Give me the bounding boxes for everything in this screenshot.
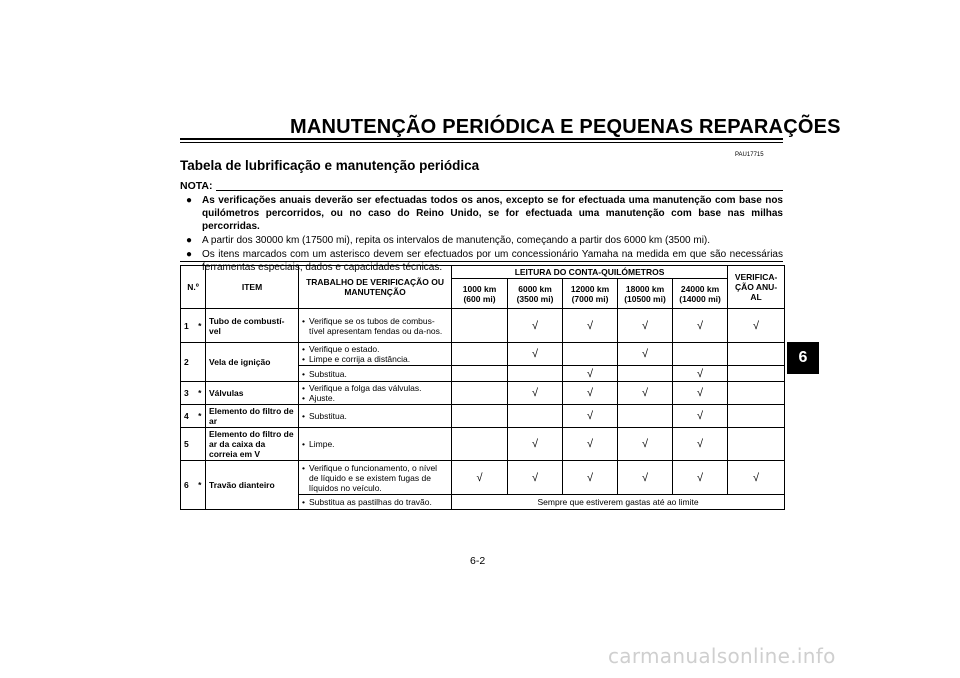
- check-cell: [452, 309, 508, 343]
- item-name: Tubo de combustí-vel: [206, 309, 299, 343]
- item-name: Elemento do filtro de ar: [206, 405, 299, 428]
- check-cell: [728, 428, 785, 461]
- check-cell: √: [618, 309, 673, 343]
- check-cell: [452, 428, 508, 461]
- bullet-icon: •: [302, 344, 305, 354]
- header-interval: 24000 km (14000 mi): [673, 279, 728, 309]
- nota-item: [186, 194, 783, 233]
- work-description: [299, 495, 452, 510]
- chapter-tab: 6: [787, 342, 819, 374]
- bullet-icon: •: [302, 393, 305, 403]
- check-cell: [508, 366, 563, 382]
- item-name: Vela de ignição: [206, 343, 299, 382]
- check-cell: √: [673, 428, 728, 461]
- header-interval: 12000 km (7000 mi): [563, 279, 618, 309]
- item-name: Válvulas: [206, 382, 299, 405]
- item-name: Elemento do filtro de ar da caixa da correia em V: [206, 428, 299, 461]
- work-text: Substitua.: [309, 411, 347, 421]
- bullet-icon: •: [302, 368, 305, 379]
- work-line: [302, 344, 448, 354]
- table-row: [181, 405, 785, 428]
- check-cell: [673, 343, 728, 366]
- check-cell: [452, 366, 508, 382]
- asterisk-mark: *: [195, 309, 206, 343]
- check-cell: √: [563, 428, 618, 461]
- check-cell: [618, 405, 673, 428]
- table-row: [181, 309, 785, 343]
- asterisk-mark: *: [195, 405, 206, 428]
- work-text: Ajuste.: [309, 393, 336, 403]
- maintenance-table: [180, 265, 785, 510]
- asterisk-mark: *: [195, 382, 206, 405]
- check-cell: √: [563, 405, 618, 428]
- nota-label: NOTA:: [180, 180, 213, 192]
- nota-list: [186, 194, 783, 275]
- header-interval: 1000 km (600 mi): [452, 279, 508, 309]
- header-rule: [180, 138, 783, 140]
- work-line: [302, 316, 448, 336]
- check-cell: [728, 405, 785, 428]
- check-cell: √: [563, 461, 618, 495]
- work-line: [302, 411, 448, 421]
- check-cell: √: [673, 405, 728, 428]
- check-cell: [618, 366, 673, 382]
- work-text: Verifique o estado.: [309, 344, 380, 354]
- bullet-icon: •: [302, 497, 305, 507]
- check-cell: √: [673, 382, 728, 405]
- table-row: [181, 461, 785, 495]
- work-line: [302, 369, 448, 379]
- check-cell: √: [563, 382, 618, 405]
- table-row: [181, 382, 785, 405]
- section-title: Tabela de lubrificação e manutenção periódica: [180, 158, 480, 173]
- work-text: Substitua.: [309, 368, 347, 379]
- check-cell: √: [508, 428, 563, 461]
- bullet-icon: ●: [186, 235, 193, 246]
- asterisk-mark: [195, 428, 206, 461]
- work-line: [302, 393, 448, 403]
- work-description: [299, 428, 452, 461]
- bullet-icon: •: [302, 411, 305, 421]
- check-cell: [452, 382, 508, 405]
- bullet-icon: •: [302, 315, 305, 326]
- row-number: 4: [181, 405, 195, 428]
- header-annual: VERIFICA-ÇÃO ANU-AL: [728, 266, 785, 309]
- page-header-title: MANUTENÇÃO PERIÓDICA E PEQUENAS REPARAÇÕES: [290, 116, 841, 138]
- work-line: [302, 383, 448, 393]
- header-odometer: LEITURA DO CONTA-QUILÓMETROS: [452, 266, 728, 279]
- work-text: Verifique a folga das válvulas.: [309, 383, 422, 393]
- work-text: Verifique o funcionamento, o nível de líquido e se existem fugas de líquidos no veículo.: [309, 462, 438, 493]
- check-cell: [563, 343, 618, 366]
- nota-text: A partir dos 30000 km (17500 mi), repita os intervalos de manutenção, começando a partir dos 6000 km (3500 mi).: [202, 235, 711, 246]
- check-cell: √: [563, 309, 618, 343]
- check-cell: √: [508, 343, 563, 366]
- table-row: [181, 428, 785, 461]
- reference-code: PAU17715: [735, 152, 764, 158]
- work-description: [299, 461, 452, 495]
- check-cell: √: [728, 309, 785, 343]
- work-line: [302, 354, 448, 364]
- check-cell: [452, 405, 508, 428]
- check-cell: [728, 382, 785, 405]
- nota-text: As verificações anuais deverão ser efectuadas todos os anos, excepto se for efectuada uma manutenção com base nos quilómetros percorridos, ou no caso do Reino Unido, se for efectuada uma manutenção com base nas milhas percorridas.: [202, 195, 783, 232]
- watermark: carmanualsonline.info: [608, 644, 836, 668]
- header-rule-thin: [180, 142, 783, 143]
- work-text: Verifique se os tubos de combus-tível apresentam fendas ou da-nos.: [309, 315, 443, 336]
- check-cell: √: [508, 382, 563, 405]
- header-num: N.º: [181, 266, 206, 309]
- nota-rule: [216, 190, 783, 191]
- work-text: Limpe.: [309, 439, 335, 449]
- row-number: 1: [181, 309, 195, 343]
- check-cell: √: [673, 461, 728, 495]
- header-work: TRABALHO DE VERIFICAÇÃO OU MANUTENÇÃO: [299, 266, 452, 309]
- bullet-icon: ●: [186, 195, 193, 206]
- row-number: 3: [181, 382, 195, 405]
- nota-item: [186, 234, 783, 247]
- check-cell: √: [618, 461, 673, 495]
- work-line: [302, 497, 448, 507]
- item-name: Travão dianteiro: [206, 461, 299, 510]
- check-cell: √: [618, 382, 673, 405]
- check-cell: [452, 343, 508, 366]
- check-cell: √: [673, 309, 728, 343]
- bullet-icon: •: [302, 439, 305, 449]
- bullet-icon: ●: [186, 249, 193, 260]
- check-cell: √: [508, 309, 563, 343]
- replacement-note: Sempre que estiverem gastas até ao limite: [452, 495, 785, 510]
- check-cell: √: [618, 428, 673, 461]
- check-cell: √: [728, 461, 785, 495]
- bullet-icon: •: [302, 462, 305, 473]
- work-text: Limpe e corrija a distância.: [309, 354, 411, 364]
- work-description: [299, 382, 452, 405]
- page-number: 6-2: [470, 555, 486, 567]
- header-interval: 6000 km (3500 mi): [508, 279, 563, 309]
- work-text: Substitua as pastilhas do travão.: [309, 497, 432, 507]
- work-line: [302, 439, 448, 449]
- work-description: [299, 309, 452, 343]
- check-cell: [508, 405, 563, 428]
- check-cell: √: [563, 366, 618, 382]
- work-line: [302, 463, 448, 493]
- check-cell: [728, 343, 785, 366]
- work-description: [299, 405, 452, 428]
- row-number: 6: [181, 461, 195, 510]
- row-number: 5: [181, 428, 195, 461]
- row-number: 2: [181, 343, 195, 382]
- work-description: [299, 343, 452, 366]
- asterisk-mark: *: [195, 461, 206, 510]
- check-cell: √: [618, 343, 673, 366]
- header-item: ITEM: [206, 266, 299, 309]
- check-cell: √: [452, 461, 508, 495]
- asterisk-mark: [195, 343, 206, 382]
- header-interval: 18000 km (10500 mi): [618, 279, 673, 309]
- check-cell: [728, 366, 785, 382]
- bullet-icon: •: [302, 383, 305, 393]
- check-cell: √: [508, 461, 563, 495]
- bullet-icon: •: [302, 354, 305, 364]
- check-cell: √: [673, 366, 728, 382]
- notes-rule: [180, 261, 783, 262]
- work-description: [299, 366, 452, 382]
- nota-text: Os itens marcados com um asterisco devem ser efectuados por um concessionário Yamaha na medida em que são necessárias ferramentas especiais, dados e capacidades técnicas.: [202, 249, 783, 273]
- table-row: [181, 343, 785, 366]
